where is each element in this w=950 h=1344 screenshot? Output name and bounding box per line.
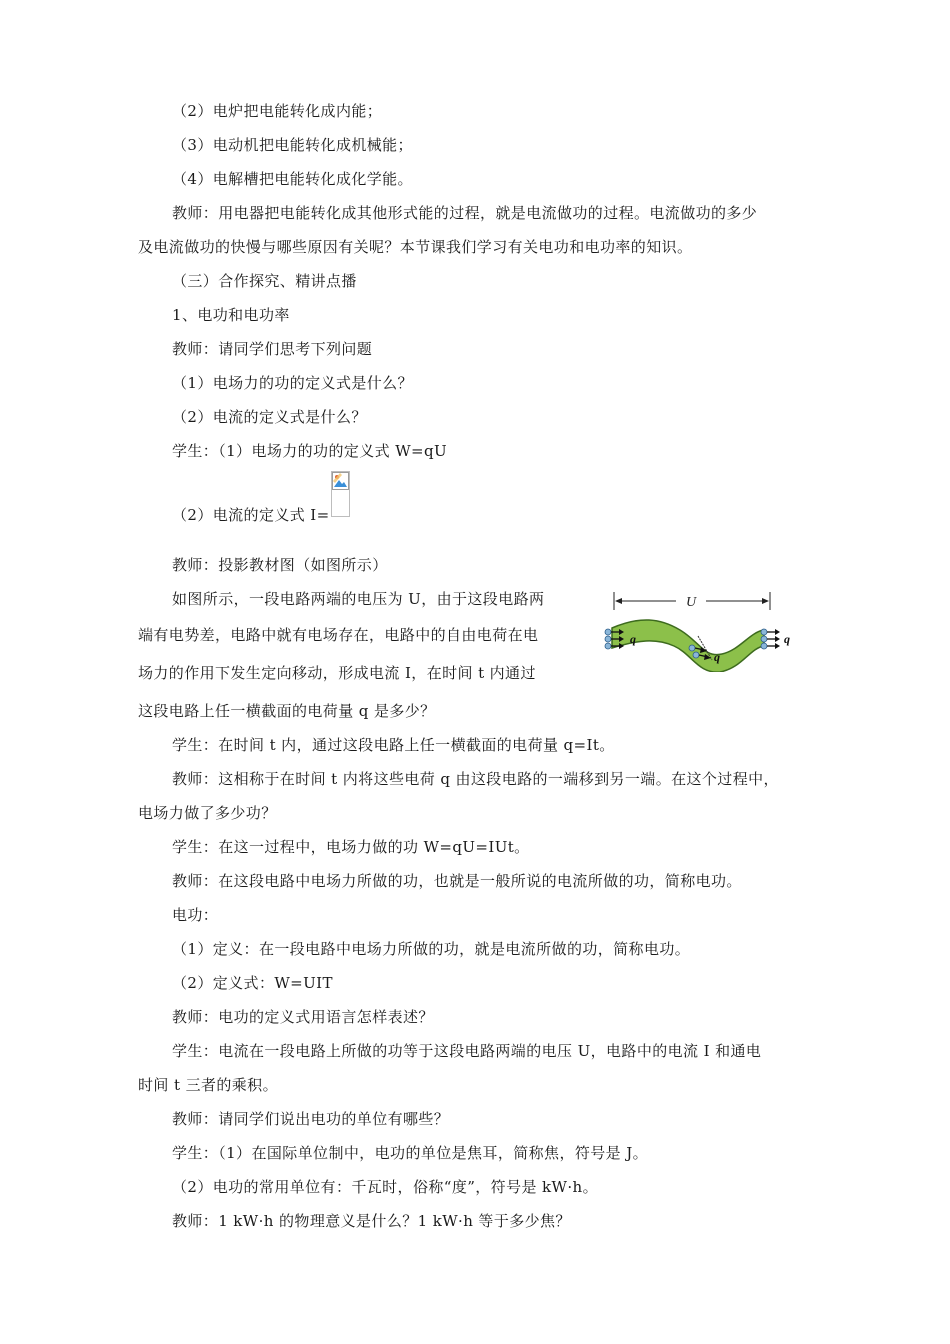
text-line: 学生：（1）在国际单位制中，电功的单位是焦耳，简称焦，符号是 J。 [172,1144,649,1162]
text-line: 教师：用电器把电能转化成其他形式能的过程，就是电流做功的过程。电流做功的多少 [172,204,758,222]
text-line: 学生：在这一过程中，电场力做的功 W=qU=IUt。 [172,838,530,856]
broken-image-icon [332,472,349,490]
text-line: 教师：请同学们思考下列问题 [172,340,373,358]
charges-left [605,629,624,649]
formula-image-placeholder [331,471,350,517]
text-line: 教师：请同学们说出电功的单位有哪些？ [172,1110,450,1128]
text-line: （2）电流的定义式是什么？ [172,408,367,426]
text-line: 学生：电流在一段电路上所做的功等于这段电路两端的电压 U，电路中的电流 I 和通电 [172,1042,762,1060]
text-line: 学生：（1）电场力的功的定义式 W=qU [172,442,448,460]
text-line: 教师：1 kW·h 的物理意义是什么？1 kW·h 等于多少焦？ [172,1212,571,1230]
text-line: 电场力做了多少功？ [138,804,277,822]
text-line: （1）定义：在一段电路中电场力所做的功，就是电流所做的功，简称电功。 [172,940,691,958]
charge-label-right: q [784,632,790,646]
text-line: 及电流做功的快慢与哪些原因有关呢？本节课我们学习有关电功和电功率的知识。 [138,238,693,256]
text-line: 电功： [172,906,219,924]
text-line: 教师：投影教材图（如图所示） [172,556,388,574]
text-line: 学生：在时间 t 内，通过这段电路上任一横截面的电荷量 q=It。 [172,736,615,754]
charges-right [761,629,780,649]
charge-label-left: q [630,632,636,646]
text-line: （4）电解槽把电能转化成化学能。 [172,170,413,188]
circuit-segment-figure [600,588,800,672]
text-line: 端有电势差，电路中就有电场存在，电路中的自由电荷在电 [138,626,539,644]
text-line: 如图所示，一段电路两端的电压为 U，由于这段电路两 [172,590,545,608]
section-heading: （三）合作探究、精讲点播 [172,272,357,290]
text-line: 教师：在这段电路中电场力所做的功，也就是一般所说的电流所做的功，简称电功。 [172,872,742,890]
text-line: 这段电路上任一横截面的电荷量 q 是多少？ [138,702,436,720]
text-line: （2）定义式：W=UIT [172,974,333,992]
text-line: （3）电动机把电能转化成机械能； [172,136,413,154]
text-line: （1）电场力的功的定义式是什么？ [172,374,413,392]
text-line: （2）电功的常用单位有：千瓦时，俗称“度”，符号是 kW·h。 [172,1178,598,1196]
text-line: 教师：这相称于在时间 t 内将这些电荷 q 由这段电路的一端移到另一端。在这个过程中， [172,770,779,788]
text-line: （2）电炉把电能转化成内能； [172,102,383,120]
text-line: 教师：电功的定义式用语言怎样表述？ [172,1008,434,1026]
voltage-label: U [685,595,697,610]
text-line: 场力的作用下发生定向移动，形成电流 I，在时间 t 内通过 [138,664,536,682]
text-line: 时间 t 三者的乘积。 [138,1076,278,1094]
charge-label-middle: q [714,650,720,664]
text-line: （2）电流的定义式 I= [172,506,330,524]
subsection-heading: 1、电功和电功率 [172,306,290,324]
